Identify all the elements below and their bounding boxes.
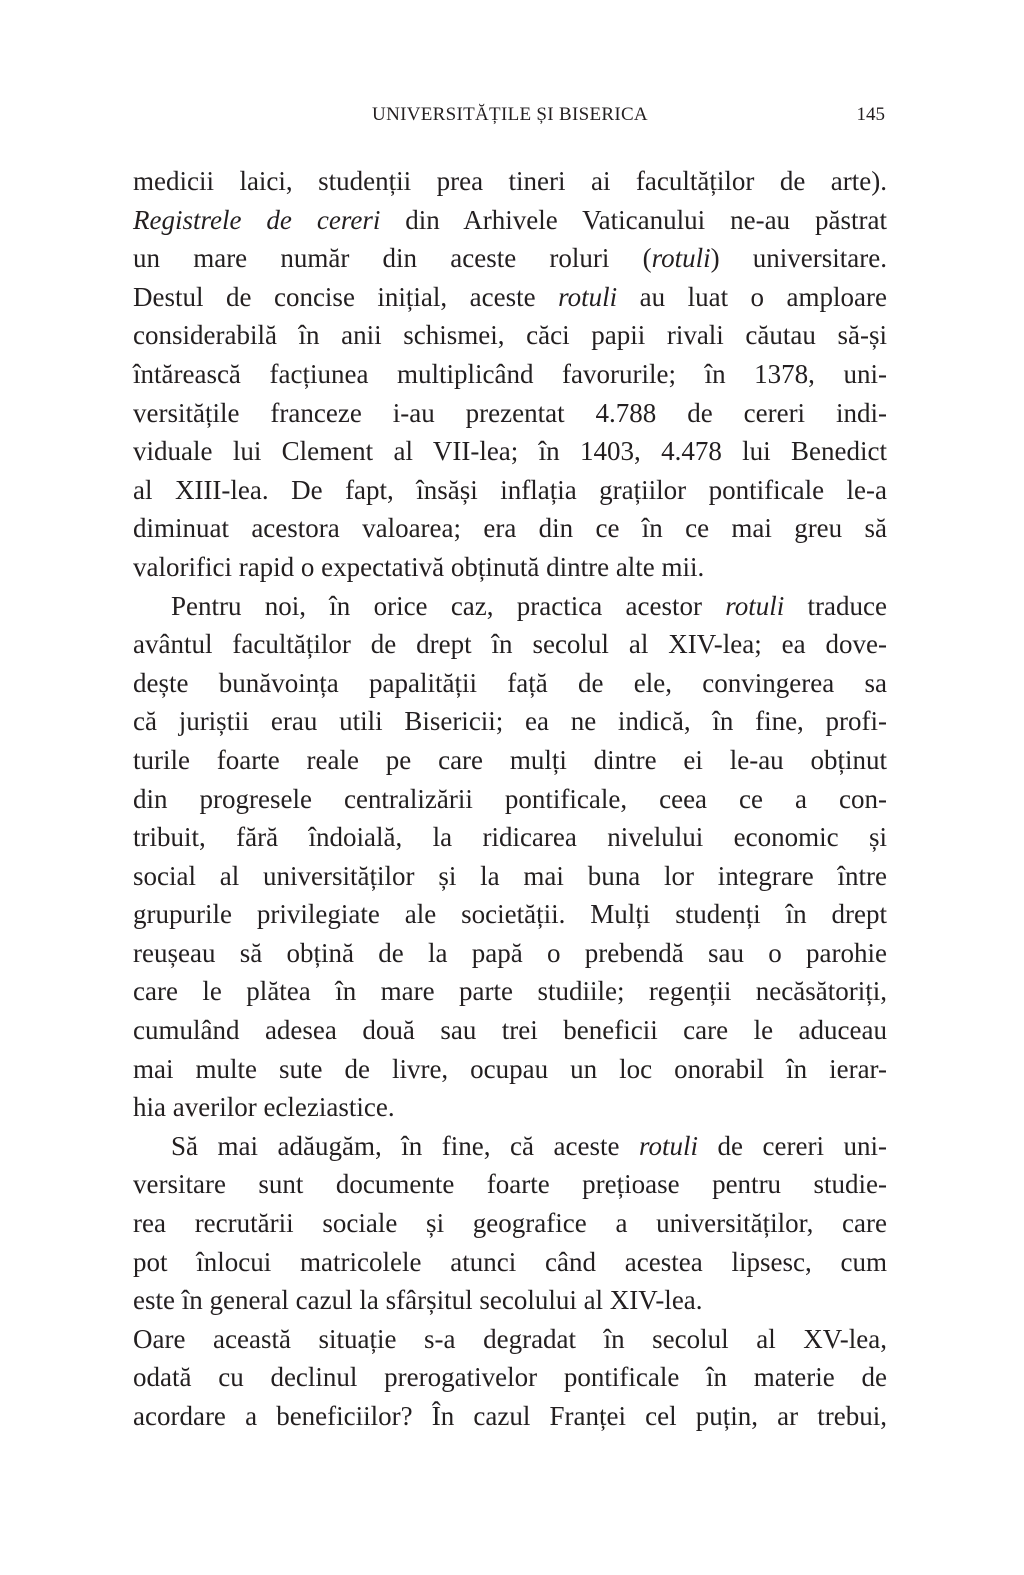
text-line	[133, 664, 887, 703]
text-segment: Să mai adăugăm, în fine, că aceste	[171, 1130, 639, 1161]
text-segment: Destul de concise inițial, aceste	[133, 281, 559, 312]
page-number: 145	[856, 104, 885, 125]
text-segment: un mare număr din aceste roluri (	[133, 243, 652, 274]
text-segment: acordare a beneficiilor? În cazul Franței cel puțin, ar trebui,	[133, 1401, 887, 1431]
text-line	[133, 316, 887, 355]
text-segment: grupurile privilegiate ale societății. Mulți studenți în drept	[133, 899, 887, 930]
text-segment: turile foarte reale pe care mulți dintre ei le-au obținut	[133, 744, 887, 775]
text-line	[133, 934, 887, 973]
text-line	[133, 587, 887, 626]
text-segment: reușeau să obțină de la papă o prebendă sau o parohie	[133, 937, 887, 968]
italic-term: rotuli	[651, 243, 711, 274]
text-line	[133, 702, 887, 741]
text-segment: valorifici rapid o expectativă obținută dintre alte mii.	[133, 551, 705, 582]
text-line	[133, 509, 887, 548]
text-line	[133, 278, 887, 317]
text-segment: medicii laici, studenții prea tineri ai facultăților de arte).	[133, 166, 887, 196]
text-segment: dește bunăvoința papalității față de ele, convingerea sa	[133, 667, 887, 698]
text-segment: diminuat acestora valoarea; era din ce în ce mai greu să	[133, 513, 887, 544]
paragraph	[133, 162, 887, 587]
text-segment: tribuit, fără îndoială, la ridicarea nivelului economic și	[133, 822, 887, 853]
text-segment: Oare această situație s-a degradat în secolul al XV-lea,	[133, 1323, 887, 1354]
text-line	[133, 895, 887, 934]
running-title: UNIVERSITĂȚILE ȘI BISERICA	[372, 104, 648, 125]
text-segment: este în general cazul la sfârșitul secolului al XIV-lea.	[133, 1285, 703, 1316]
text-segment: întărească facțiunea multiplicând favorurile; în 1378, uni-	[133, 358, 887, 389]
text-segment: care le plătea în mare parte studiile; regenții necăsătoriți,	[133, 976, 887, 1007]
text-line	[133, 741, 887, 780]
text-line	[133, 471, 887, 510]
text-line	[133, 818, 887, 857]
text-segment: odată cu declinul prerogativelor pontificale în materie de	[133, 1362, 887, 1393]
text-segment: social al universităților și la mai buna lor integrare între	[133, 860, 887, 891]
text-line	[133, 239, 887, 278]
text-segment: versitare sunt documente foarte prețioase pentru studie-	[133, 1169, 887, 1200]
text-line	[133, 548, 887, 587]
text-line	[133, 1358, 887, 1397]
text-segment: considerabilă în anii schismei, căci papii rivali căutau să-și	[133, 320, 887, 351]
text-line	[133, 1281, 887, 1320]
text-line	[133, 857, 887, 896]
text-line	[133, 1088, 887, 1127]
text-segment: versitățile franceze i-au prezentat 4.788 de cereri indi-	[133, 397, 887, 428]
text-line	[133, 355, 887, 394]
paragraph	[133, 1320, 887, 1436]
text-segment: din Arhivele Vaticanului ne-au păstrat	[380, 204, 887, 235]
text-line	[133, 1397, 887, 1436]
text-line	[133, 1243, 887, 1282]
italic-term: Registrele de cereri	[133, 204, 381, 235]
text-line	[133, 1050, 887, 1089]
text-segment: pot înlocui matricolele atunci când acestea lipsesc, cum	[133, 1246, 887, 1277]
text-segment: rea recrutării sociale și geografice a universităților, care	[133, 1208, 887, 1239]
text-line	[133, 1165, 887, 1204]
italic-term: rotuli	[725, 590, 785, 621]
italic-term: rotuli	[638, 1130, 698, 1161]
text-segment: al XIII-lea. De fapt, însăși inflația grațiilor pontificale le-a	[133, 474, 887, 505]
text-line	[133, 1204, 887, 1243]
text-segment: că juriștii erau utili Bisericii; ea ne indică, în fine, profi-	[133, 706, 887, 737]
text-segment: viduale lui Clement al VII-lea; în 1403, 4.478 lui Benedict	[133, 436, 887, 467]
text-line	[133, 625, 887, 664]
text-segment: mai multe sute de livre, ocupau un loc onorabil în ierar-	[133, 1053, 887, 1084]
paragraph	[133, 587, 887, 1127]
running-header	[133, 104, 887, 134]
text-line	[133, 201, 887, 240]
text-line	[133, 1320, 887, 1359]
text-segment: Pentru noi, în orice caz, practica acestor	[171, 590, 726, 621]
text-segment: din progresele centralizării pontificale, ceea ce a con-	[133, 783, 887, 814]
text-line	[133, 972, 887, 1011]
italic-term: rotuli	[558, 281, 618, 312]
text-line	[133, 1127, 887, 1166]
paragraph	[133, 1127, 887, 1320]
body-text	[133, 162, 887, 1436]
text-segment: avântul facultăților de drept în secolul al XIV-lea; ea dove-	[133, 629, 887, 660]
text-line	[133, 162, 887, 201]
text-line	[133, 394, 887, 433]
text-line	[133, 780, 887, 819]
text-line	[133, 432, 887, 471]
text-line	[133, 1011, 887, 1050]
text-segment: cumulând adesea două sau trei beneficii care le aduceau	[133, 1015, 887, 1046]
text-segment: hia averilor ecleziastice.	[133, 1092, 395, 1123]
text-segment: au luat o amploare	[617, 281, 887, 312]
text-segment: traduce	[784, 590, 887, 621]
text-segment: ) universitare.	[710, 243, 888, 274]
text-segment: de cereri uni-	[698, 1130, 887, 1161]
